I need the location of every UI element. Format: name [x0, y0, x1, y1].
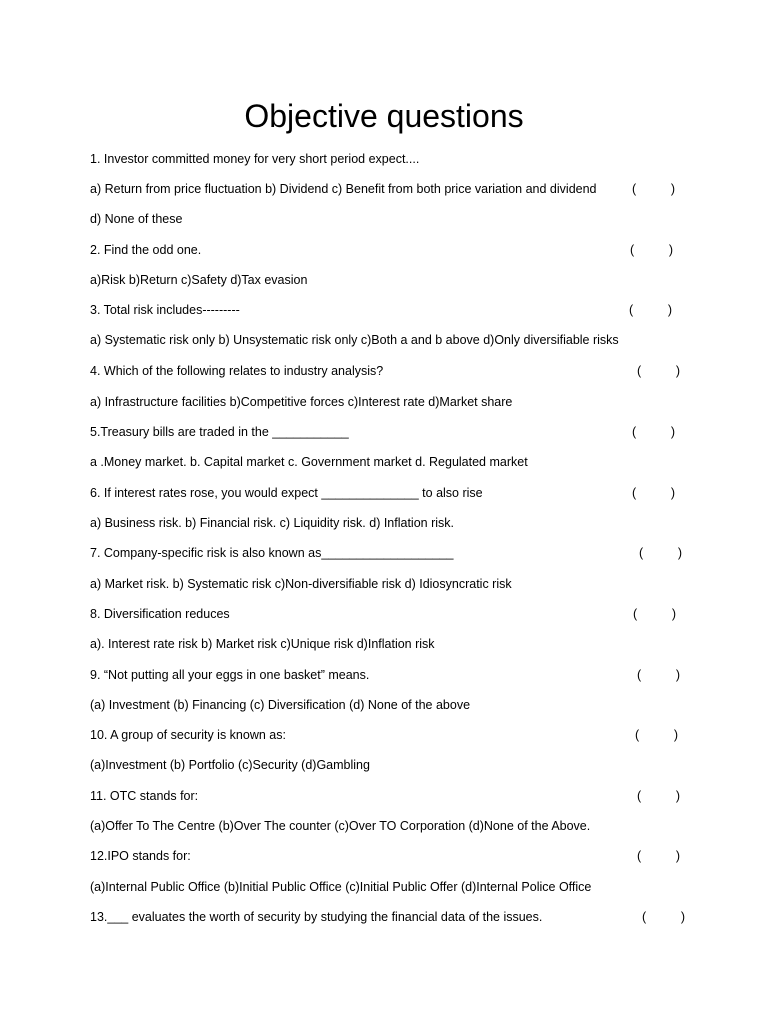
answer-box: ( ) [630, 243, 674, 257]
question-line: 1. Investor committed money for very short period expect.... [90, 152, 420, 166]
question-line: 9. “Not putting all your eggs in one basket” means. [90, 668, 370, 682]
answer-box: ( ) [637, 668, 681, 682]
answer-box: ( ) [632, 425, 676, 439]
question-line: 12.IPO stands for: [90, 849, 191, 863]
answer-box: ( ) [629, 303, 673, 317]
options-line: a) Infrastructure facilities b)Competitive forces c)Interest rate d)Market share [90, 395, 513, 409]
options-line: (a)Offer To The Centre (b)Over The counter (c)Over TO Corporation (d)None of the Above. [90, 819, 591, 833]
options-line: a) Return from price fluctuation b) Dividend c) Benefit from both price variation and dividend [90, 182, 597, 196]
options-line: (a)Internal Public Office (b)Initial Public Office (c)Initial Public Offer (d)Internal Police Office [90, 880, 592, 894]
question-line: 2. Find the odd one. [90, 243, 202, 257]
options-line: (a) Investment (b) Financing (c) Diversification (d) None of the above [90, 698, 471, 712]
answer-box: ( ) [637, 364, 681, 378]
question-line: 4. Which of the following relates to industry analysis? [90, 364, 384, 378]
answer-box: ( ) [637, 789, 681, 803]
answer-box: ( ) [632, 182, 676, 196]
question-line: 10. A group of security is known as: [90, 728, 286, 742]
answer-box: ( ) [635, 728, 679, 742]
answer-box: ( ) [632, 486, 676, 500]
options-line: (a)Investment (b) Portfolio (c)Security (d)Gambling [90, 758, 370, 772]
question-line: 5.Treasury bills are traded in the ___________ [90, 425, 349, 439]
options-line: a .Money market. b. Capital market c. Government market d. Regulated market [90, 455, 528, 469]
question-line: 8. Diversification reduces [90, 607, 230, 621]
options-line: a)Risk b)Return c)Safety d)Tax evasion [90, 273, 308, 287]
answer-box: ( ) [633, 607, 677, 621]
options-line: a) Systematic risk only b) Unsystematic risk only c)Both a and b above d)Only diversifiable risks [90, 333, 619, 347]
question-line: 3. Total risk includes--------- [90, 303, 240, 317]
question-line: 7. Company-specific risk is also known as___________________ [90, 546, 454, 560]
answer-box: ( ) [637, 849, 681, 863]
answer-box: ( ) [642, 910, 686, 924]
options-line: a). Interest rate risk b) Market risk c)Unique risk d)Inflation risk [90, 637, 435, 651]
page-title: Objective questions [244, 98, 524, 134]
options-line: d) None of these [90, 212, 183, 226]
options-line: a) Market risk. b) Systematic risk c)Non-diversifiable risk d) Idiosyncratic risk [90, 577, 512, 591]
question-line: 11. OTC stands for: [90, 789, 199, 803]
answer-box: ( ) [639, 546, 683, 560]
options-line: a) Business risk. b) Financial risk. c) Liquidity risk. d) Inflation risk. [90, 516, 454, 530]
question-line: 13.___ evaluates the worth of security by studying the financial data of the issues. [90, 910, 543, 924]
question-line: 6. If interest rates rose, you would expect ______________ to also rise [90, 486, 483, 500]
